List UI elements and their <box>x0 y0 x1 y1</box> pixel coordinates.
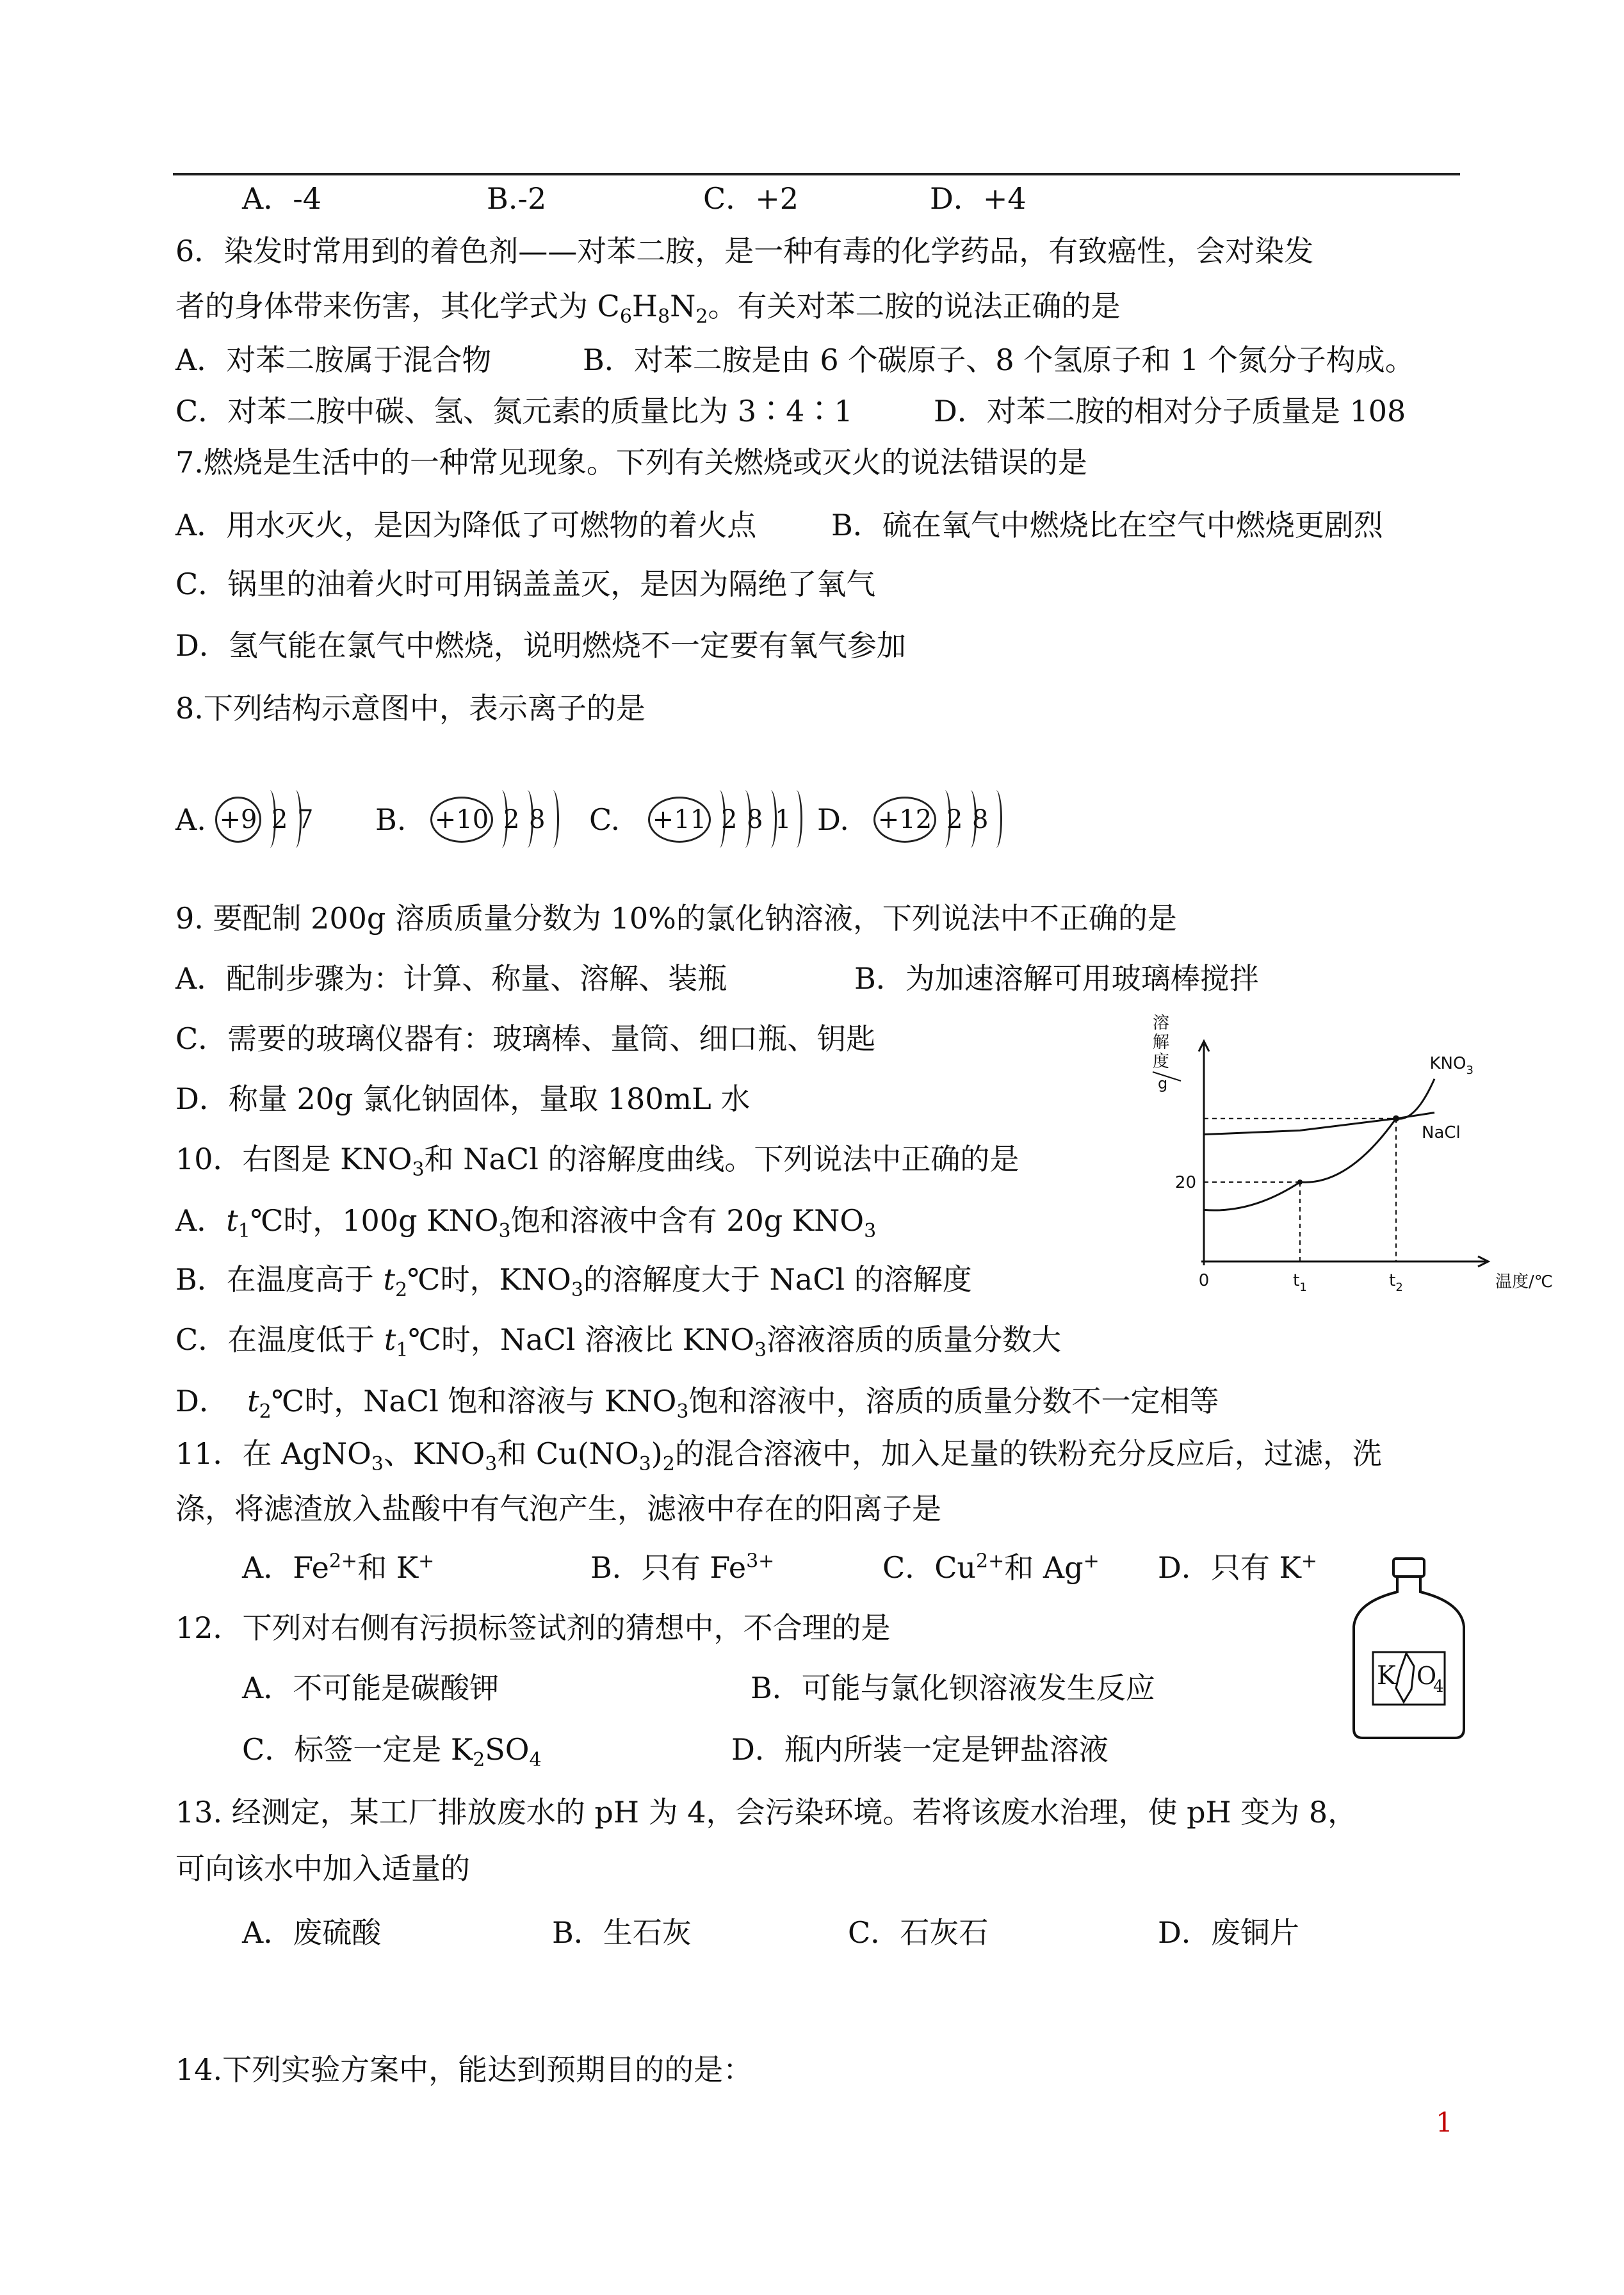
q9-option-b: B．为加速溶解可用玻璃棒搅拌 <box>854 961 1259 996</box>
q6-stem-text: 者的身体带来伤害，其化学式为 C <box>175 289 620 323</box>
q11-stem-line1 <box>175 1434 1382 1476</box>
q5-option-c: C．+2 <box>703 181 799 216</box>
q6-options-row1 <box>175 341 1415 379</box>
q6-option-c: C．对苯二胺中碳、氢、氮元素的质量比为 3∶4∶1 <box>175 394 853 428</box>
formula-sub: 8 <box>658 305 670 328</box>
formula-sub: 3 <box>412 1158 425 1181</box>
reagent-bottle-icon <box>1345 1556 1473 1742</box>
formula-part: H <box>631 289 658 323</box>
option-text: 饱和溶液中含有 20g KNO <box>510 1203 865 1238</box>
x-tick-subscript: 2 <box>1395 1281 1403 1294</box>
atom-option-label: B. <box>375 802 407 837</box>
series-line-nacl <box>1204 1113 1434 1135</box>
temp-symbol: t <box>384 1322 396 1357</box>
charge-sup: + <box>1083 1550 1100 1573</box>
shell-electrons: 8 <box>529 805 546 834</box>
formula-sub: 3 <box>754 1339 767 1362</box>
series-line-kno3 <box>1204 1079 1434 1210</box>
charge-sup: 2+ <box>976 1550 1005 1573</box>
formula-sub: 2 <box>394 1279 408 1302</box>
shell-arc <box>547 790 559 848</box>
q11-stem-text: 、KNO <box>383 1436 485 1471</box>
formula-sub: 1 <box>238 1220 250 1243</box>
header-rule <box>173 173 1460 175</box>
formula-sub: 3 <box>864 1220 877 1243</box>
q10-option-d <box>175 1382 1219 1423</box>
series-label-subscript: 3 <box>1466 1063 1474 1077</box>
q11-option-d <box>1158 1548 1317 1587</box>
formula-sub: 3 <box>638 1453 651 1476</box>
option-text: B．在温度高于 <box>175 1262 374 1297</box>
shell-electrons: 7 <box>297 805 314 834</box>
q7-option-d: D．氢气能在氯气中燃烧，说明燃烧不一定要有氧气参加 <box>175 628 906 663</box>
q11-option-b <box>590 1548 774 1587</box>
q6-stem-line1: 6．染发时常用到的着色剂——对苯二胺，是一种有毒的化学药品，有致癌性，会对染发 <box>175 234 1314 268</box>
y-axis-label-char: 度 <box>1153 1052 1170 1071</box>
q12-option-c <box>242 1730 542 1772</box>
nucleus-charge: +9 <box>215 797 261 843</box>
q12-option-a: A．不可能是碳酸钾 <box>242 1671 499 1705</box>
q10-option-c <box>175 1320 1062 1362</box>
option-text: D． <box>175 1384 229 1418</box>
q9-stem: 9. 要配制 200g 溶质质量分数为 10%的氯化钠溶液，下列说法中不正确的是 <box>175 901 1177 936</box>
option-text: 和 K <box>357 1550 419 1585</box>
nucleus-charge: +10 <box>430 797 493 843</box>
q9-option-a: A．配制步骤为：计算、称量、溶解、装瓶 <box>175 961 727 996</box>
q13-option-a: A．废硫酸 <box>242 1915 382 1950</box>
option-text: ℃时，NaCl 饱和溶液与 KNO <box>271 1384 677 1418</box>
q11-stem-line2: 涤，将滤渣放入盐酸中有气泡产生，滤液中存在的阳离子是 <box>175 1491 941 1526</box>
formula-sub: 3 <box>676 1400 689 1423</box>
option-text: A．Fe <box>242 1550 329 1585</box>
q8-atom-d <box>817 783 1009 859</box>
q11-option-a <box>242 1548 434 1587</box>
q12-option-b: B．可能与氯化钡溶液发生反应 <box>751 1671 1155 1705</box>
shell-arc <box>790 790 802 848</box>
atom-option-label: D. <box>817 802 849 837</box>
option-text: C．标签一定是 K <box>242 1732 473 1767</box>
formula-sub: 3 <box>571 1279 583 1302</box>
atom-option-label: C. <box>589 802 621 837</box>
option-text: ℃时，NaCl 溶液比 KNO <box>408 1322 755 1357</box>
shell-electrons: 8 <box>972 805 989 834</box>
q6-option-a: A．对苯二胺属于混合物 <box>175 343 492 377</box>
x-tick-label: $t_1$ <box>1293 1271 1307 1294</box>
label-letter-k: K <box>1377 1661 1396 1691</box>
q10-option-b <box>175 1260 972 1302</box>
charge-sup: 3+ <box>746 1550 775 1573</box>
point-intersection <box>1393 1115 1399 1122</box>
q5-option-b: B.-2 <box>487 181 547 216</box>
option-text: A． <box>175 1203 227 1238</box>
formula-sub: 3 <box>485 1453 498 1476</box>
nucleus-charge: +12 <box>873 797 936 843</box>
formula-sub: 1 <box>396 1339 409 1362</box>
q6-option-d: D．对苯二胺的相对分子质量是 108 <box>934 394 1406 428</box>
q11-stem-text: 的混合溶液中，加入足量的铁粉充分反应后，过滤，洗 <box>674 1436 1382 1471</box>
formula-sub: 2 <box>259 1400 272 1423</box>
series-label-kno3: $KNO_3$ <box>1429 1053 1474 1077</box>
shell-electrons: 2 <box>503 805 520 834</box>
y-axis-unit: g <box>1158 1075 1168 1092</box>
q10-option-a <box>175 1201 877 1243</box>
q6-option-b: B．对苯二胺是由 6 个碳原子、8 个氢原子和 1 个氮分子构成。 <box>583 343 1415 377</box>
shell-electrons: 2 <box>721 805 738 834</box>
label-letter-o: O <box>1417 1662 1437 1690</box>
q9-option-c: C．需要的玻璃仪器有：玻璃棒、量筒、细口瓶、钥匙 <box>175 1021 876 1056</box>
option-text: 的溶解度大于 NaCl 的溶解度 <box>583 1262 972 1297</box>
q11-stem-text: 11．在 AgNO <box>175 1436 371 1471</box>
charge-sup: + <box>1301 1550 1318 1573</box>
x-tick-label: 0 <box>1198 1271 1210 1290</box>
option-text: SO <box>485 1732 530 1767</box>
q10-stem <box>175 1140 1019 1181</box>
nucleus-charge: +11 <box>648 797 711 843</box>
option-text: D．只有 K <box>1158 1550 1301 1585</box>
q6-stem-text: 。有关对苯二胺的说法正确的是 <box>708 289 1121 323</box>
q11-stem-text: ) <box>651 1436 663 1471</box>
charge-sup: 2+ <box>329 1550 358 1573</box>
x-axis-label: 温度/℃ <box>1495 1272 1553 1292</box>
option-text: 溶液溶质的质量分数大 <box>767 1322 1062 1357</box>
shell-electrons: 8 <box>747 805 763 834</box>
q9-option-d: D．称量 20g 氯化钠固体，量取 180mL 水 <box>175 1082 751 1116</box>
option-text: ℃时，100g KNO <box>250 1203 499 1238</box>
q7-option-a: A．用水灭火，是因为降低了可燃物的着火点 <box>175 508 757 542</box>
temp-symbol: t <box>383 1262 395 1297</box>
formula-sub: 6 <box>619 305 632 328</box>
formula-sub: 2 <box>473 1749 485 1772</box>
q9-options-row1 <box>175 959 1259 998</box>
q7-option-c: C．锅里的油着火时可用锅盖盖灭，是因为隔绝了氧气 <box>175 567 876 601</box>
formula-sub: 3 <box>371 1453 384 1476</box>
page-number: 1 <box>1436 2107 1453 2138</box>
q7-option-b: B．硫在氧气中燃烧比在空气中燃烧更剧烈 <box>831 508 1383 542</box>
formula-sub: 4 <box>529 1749 542 1772</box>
q5-option-a: A．-4 <box>242 181 322 216</box>
option-text: C．在温度低于 <box>175 1322 375 1357</box>
q7-stem: 7.燃烧是生活中的一种常见现象。下列有关燃烧或灭火的说法错误的是 <box>175 445 1087 480</box>
y-axis-label-char: 溶 <box>1153 1014 1170 1033</box>
formula-sub: 2 <box>662 1453 675 1476</box>
y-tick-label: 20 <box>1174 1173 1196 1192</box>
q11-stem-text: 和 Cu(NO <box>497 1436 639 1471</box>
temp-symbol: t <box>226 1203 238 1238</box>
q14-stem: 14.下列实验方案中，能达到预期目的的是： <box>175 2052 753 2087</box>
q13-option-d: D．废铜片 <box>1158 1915 1299 1950</box>
q13-stem-line2: 可向该水中加入适量的 <box>175 1851 470 1886</box>
q7-options-row1 <box>175 506 1383 544</box>
shell-electrons: 2 <box>272 805 288 834</box>
charge-sup: + <box>418 1550 435 1573</box>
formula-sub: 3 <box>498 1220 511 1243</box>
q10-stem-text: 和 NaCl 的溶解度曲线。下列说法中正确的是 <box>424 1142 1019 1176</box>
q6-options-row2 <box>175 392 1406 430</box>
q11-option-c <box>882 1548 1100 1587</box>
series-label-nacl: NaCl <box>1422 1123 1461 1142</box>
q5-option-d: D．+4 <box>930 181 1027 216</box>
label-subscript-4: 4 <box>1433 1677 1444 1696</box>
temp-symbol: t <box>247 1384 259 1418</box>
option-text: C．Cu <box>882 1550 977 1585</box>
q8-stem: 8.下列结构示意图中，表示离子的是 <box>175 691 646 726</box>
x-tick-subscript: 1 <box>1299 1281 1307 1294</box>
point-t1 <box>1297 1180 1303 1185</box>
option-text: 和 Ag <box>1004 1550 1084 1585</box>
shell-arc <box>990 790 1002 848</box>
q12-stem: 12．下列对右侧有污损标签试剂的猜想中，不合理的是 <box>175 1610 891 1645</box>
q6-stem-line2 <box>175 287 1121 328</box>
q13-option-c: C．石灰石 <box>848 1915 989 1950</box>
atom-option-label: A. <box>175 802 206 837</box>
q8-atom-c <box>589 783 820 859</box>
q13-option-b: B．生石灰 <box>552 1915 692 1950</box>
q8-atom-b <box>375 783 567 859</box>
y-axis-label-char: 解 <box>1153 1033 1170 1052</box>
q10-stem-text: 10．右图是 KNO <box>175 1142 412 1176</box>
shell-electrons: 1 <box>775 805 792 834</box>
q13-stem-line1: 13. 经测定，某工厂排放废水的 pH 为 4，会污染环境。若将该废水治理，使 pH 变为 8， <box>175 1795 1358 1829</box>
solubility-chart <box>1140 1005 1553 1326</box>
shell-electrons: 2 <box>946 805 963 834</box>
option-text: 饱和溶液中，溶质的质量分数不一定相等 <box>688 1384 1219 1418</box>
x-tick-label: $t_2$ <box>1389 1271 1403 1294</box>
formula-part: N <box>670 289 696 323</box>
option-text: B．只有 Fe <box>590 1550 747 1585</box>
q12-option-d: D．瓶内所装一定是钾盐溶液 <box>731 1732 1108 1767</box>
formula-sub: 2 <box>695 305 708 328</box>
option-text: ℃时，KNO <box>407 1262 571 1297</box>
q8-atom-a <box>175 783 342 859</box>
